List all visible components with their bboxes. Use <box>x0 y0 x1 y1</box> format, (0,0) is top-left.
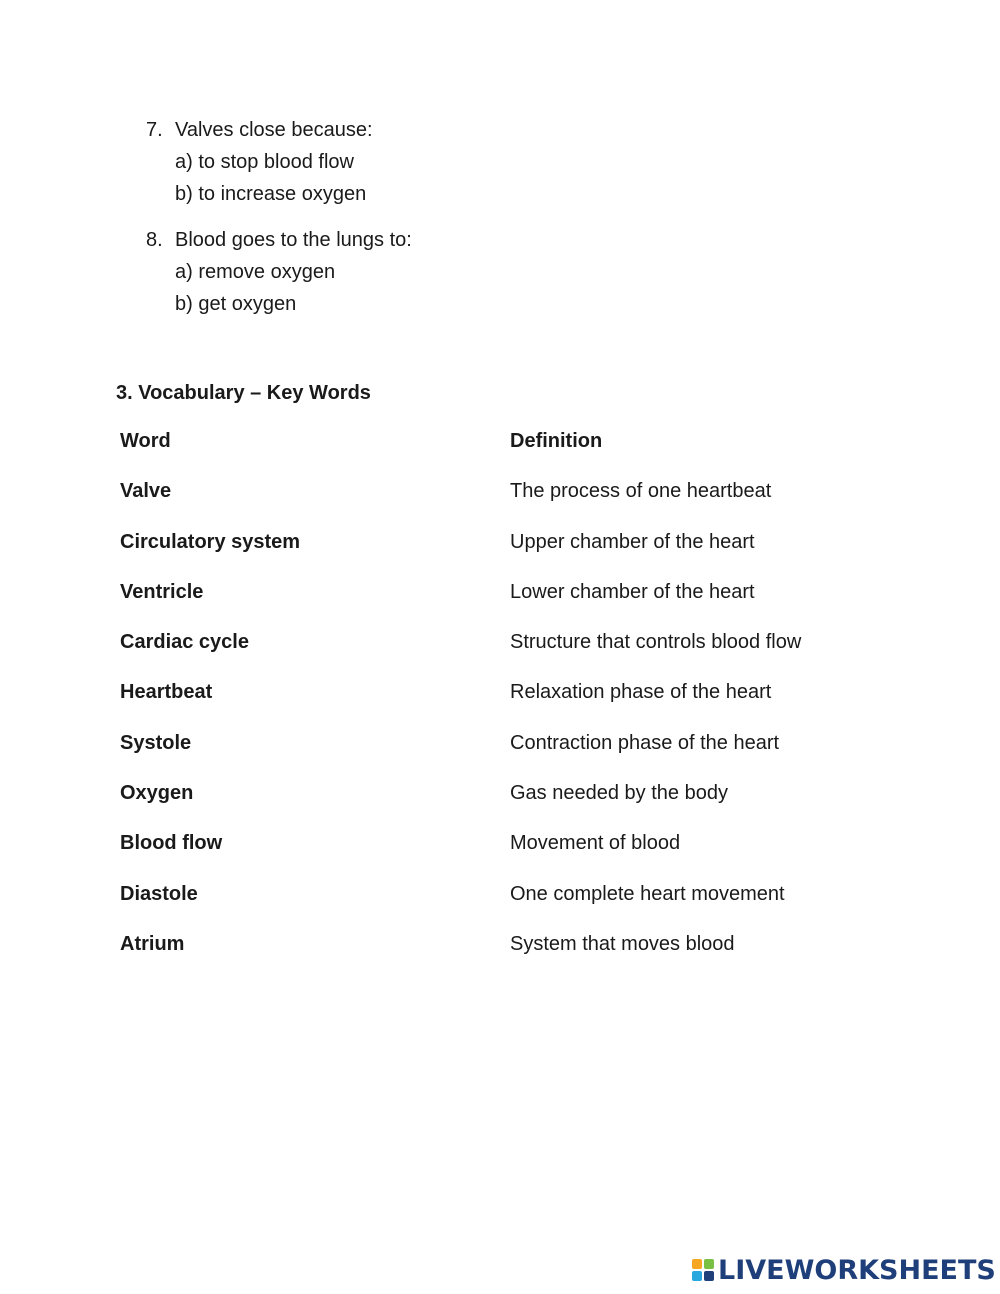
liveworksheets-logo-icon <box>692 1259 714 1281</box>
vocabulary-definition: System that moves blood <box>510 932 735 955</box>
vocabulary-word: Cardiac cycle <box>120 631 249 654</box>
liveworksheets-logo <box>692 1253 996 1287</box>
vocabulary-definition: Contraction phase of the heart <box>510 731 780 754</box>
question-option-b: b) get oxygen <box>175 293 297 315</box>
vocabulary-table <box>120 430 940 983</box>
vocabulary-row <box>120 933 940 983</box>
vocabulary-word: Systole <box>120 731 192 754</box>
vocabulary-definition: The process of one heartbeat <box>510 480 772 503</box>
vocabulary-definition: Movement of blood <box>510 832 681 855</box>
vocabulary-row <box>120 883 940 933</box>
vocabulary-row <box>120 832 940 882</box>
vocabulary-word: Heartbeat <box>120 681 213 704</box>
vocabulary-word: Atrium <box>120 932 185 955</box>
vocabulary-definition: Relaxation phase of the heart <box>510 681 772 704</box>
vocabulary-row <box>120 531 940 581</box>
vocabulary-definition: Lower chamber of the heart <box>510 580 755 603</box>
vocabulary-definition: Upper chamber of the heart <box>510 530 755 553</box>
vocabulary-word: Oxygen <box>120 782 194 805</box>
vocabulary-row <box>120 631 940 681</box>
vocabulary-row <box>120 782 940 832</box>
question-prompt: Blood goes to the lungs to: <box>175 229 412 251</box>
vocabulary-header-row <box>120 430 940 480</box>
vocabulary-row <box>120 581 940 631</box>
vocabulary-word: Diastole <box>120 882 198 905</box>
vocabulary-definition: Structure that controls blood flow <box>510 631 802 654</box>
question-7 <box>146 114 373 210</box>
question-number: 8. <box>146 229 163 251</box>
question-option-a: a) to stop blood flow <box>175 151 354 173</box>
vocabulary-word: Valve <box>120 480 172 503</box>
vocabulary-row <box>120 732 940 782</box>
question-option-b: b) to increase oxygen <box>175 183 367 205</box>
vocabulary-word: Circulatory system <box>120 530 301 553</box>
vocabulary-word: Blood flow <box>120 832 223 855</box>
vocabulary-row <box>120 681 940 731</box>
vocabulary-word: Ventricle <box>120 580 204 603</box>
vocabulary-title: 3. Vocabulary – Key Words <box>116 382 371 404</box>
vocabulary-definition: One complete heart movement <box>510 882 785 905</box>
vocabulary-row <box>120 480 940 530</box>
definition-column-header: Definition <box>510 430 603 452</box>
question-option-a: a) remove oxygen <box>175 261 336 283</box>
word-column-header: Word <box>120 430 171 452</box>
question-number: 7. <box>146 119 163 141</box>
vocabulary-definition: Gas needed by the body <box>510 782 728 805</box>
question-8 <box>146 224 412 320</box>
liveworksheets-logo-text: LIVEWORKSHEETS <box>718 1254 996 1286</box>
question-prompt: Valves close because: <box>175 119 373 141</box>
